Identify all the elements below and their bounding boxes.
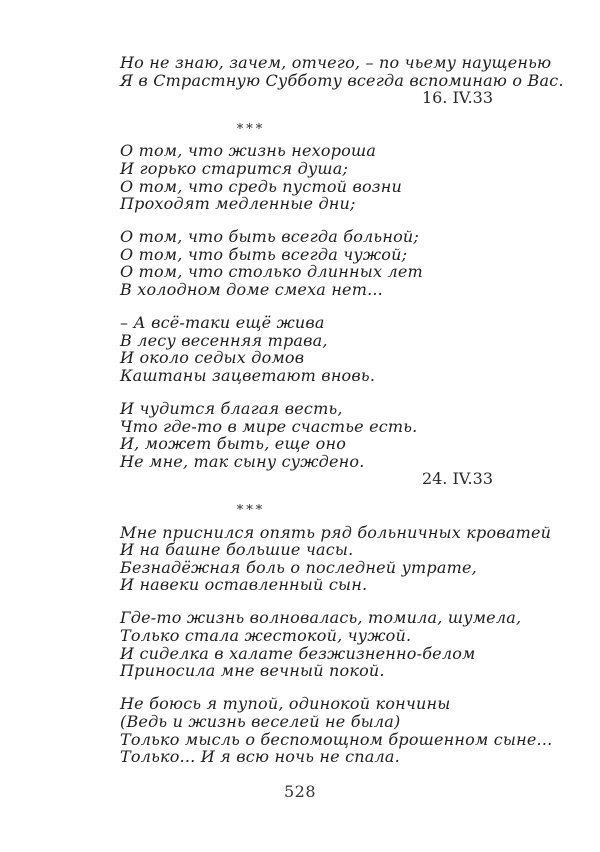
poem-line: Что где-то в мире счастье есть. [120, 416, 418, 436]
poem-line: О том, что быть всегда чужой; [120, 244, 408, 264]
poem-line: И навеки оставленный сын. [120, 575, 368, 595]
poem-line: Я в Страстную Субботу всегда вспоминаю о Вас. [120, 70, 564, 90]
poem-line: Приносила мне вечный покой. [120, 661, 385, 681]
poem-line: Мне приснился опять ряд больничных кроватей [120, 522, 552, 542]
poem-line: И около седых домов [120, 348, 305, 368]
stanza [120, 53, 564, 90]
poem-line: И, может быть, еще оно [120, 434, 347, 454]
poem-line: И на башне большие часы. [120, 540, 354, 560]
poem-line: Только стала жестокой, чужой. [120, 626, 412, 646]
stanza [120, 228, 493, 298]
poem-line: Безнадёжная боль о последней утрате, [120, 557, 477, 577]
poem-line: Где-то жизнь волновалась, томила, шумела, [120, 608, 522, 628]
stanza [120, 142, 493, 212]
poem-date: 24. IV.33 [421, 469, 493, 489]
poem-line: (Ведь и жизнь веселей не была) [120, 711, 401, 731]
poem-line: О том, что быть всегда больной; [120, 227, 420, 247]
poem-line: В лесу весенняя трава, [120, 330, 328, 350]
poem-line: Но не знаю, зачем, отчего, – по чьему наущенью [120, 53, 552, 72]
poem-line: И сиделка в халате безжизненно-белом [120, 643, 476, 663]
poem-separator: *** [236, 502, 266, 518]
poem-line: – А всё-таки ещё жива [120, 313, 325, 333]
poem-line: И чудится благая весть, [120, 399, 343, 418]
poem-line: Каштаны зацветают вновь. [120, 365, 376, 385]
poem-line: Только мысль о беспомощном брошенном сыне... [120, 729, 553, 749]
poem-line: О том, что столько длинных лет [120, 262, 423, 282]
poem-line: Не мне, так сыну суждено. [120, 451, 365, 471]
stanza [120, 314, 493, 384]
page-number: 528 [283, 782, 317, 801]
poem-line: И горько старится душа; [120, 158, 349, 178]
poem-line: Проходят медленные дни; [120, 194, 356, 214]
poem [120, 522, 553, 767]
poem-separator: *** [236, 121, 266, 137]
stanza [120, 608, 522, 681]
poem-line: В холодном доме смеха нет... [120, 280, 383, 300]
stanza [120, 522, 552, 595]
stanza [120, 694, 553, 767]
stanza [120, 400, 493, 470]
poem-line: О том, что жизнь нехороша [120, 141, 377, 161]
poem [120, 142, 493, 488]
poem-line: Не боюсь я тупой, одинокой кончины [120, 694, 451, 714]
poem [120, 53, 564, 108]
poem-date: 16. IV.33 [421, 88, 493, 108]
poem-line: Только... И я всю ночь не спала. [120, 747, 400, 767]
poems-column [120, 53, 564, 767]
poem-line: О том, что средь пустой возни [120, 176, 402, 196]
